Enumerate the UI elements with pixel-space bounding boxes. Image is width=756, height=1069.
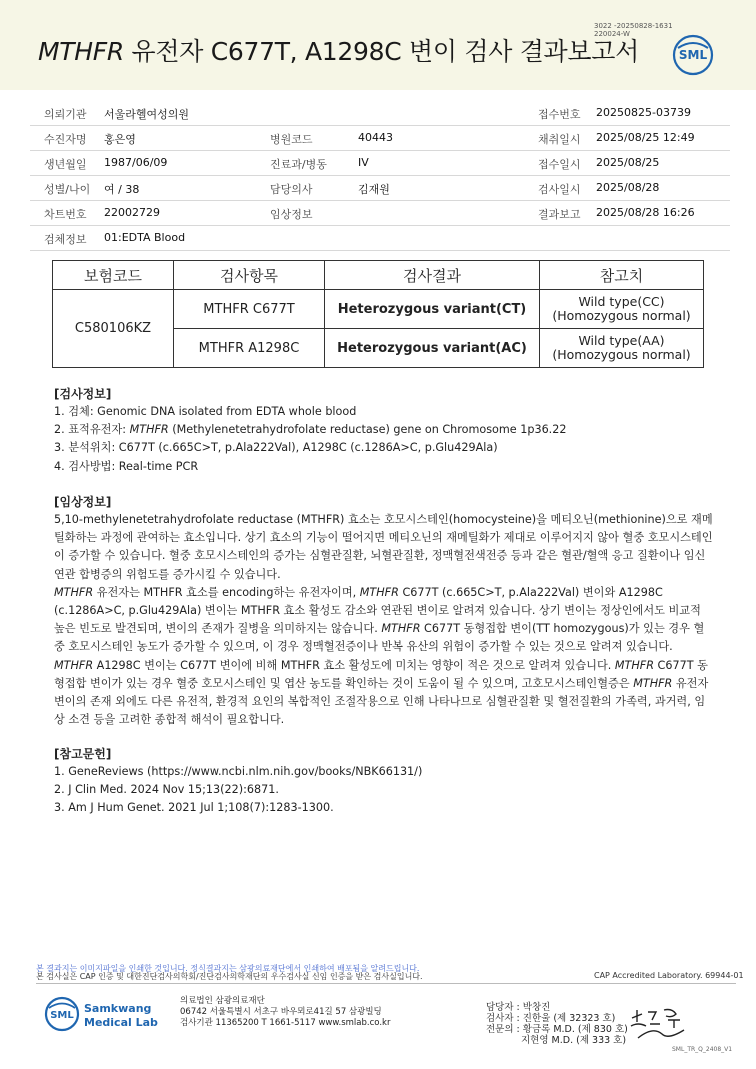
title-rest: 유전자 C677T, A1298C 변이 검사 결과보고서 (123, 37, 639, 66)
reference-line: Wild type(CC) (578, 294, 665, 309)
header-test-item: 검사항목 (174, 261, 325, 290)
logo-text: SML (678, 48, 708, 62)
field-label: 검체정보 (44, 233, 87, 246)
reference-item: 2. J Clin Med. 2024 Nov 15;13(22):6871. (54, 783, 279, 797)
report-header (0, 0, 756, 90)
logo-name-1: Samkwang (84, 1002, 152, 1015)
field-label: 진료과/병동 (270, 158, 327, 171)
text-part: C677T 동형접합 변이가 있는 경우 혈중 호모시스테인 및 엽산 농도를 확인하는 것이 도움이 될 수 있으며, 고호모시스테인혈증은 (54, 658, 708, 690)
org-line: 의료법인 삼광의료재단 (180, 996, 265, 1006)
doc-code-line-1: 3022 -20250828-1631 (594, 22, 673, 30)
accreditation-notice: 본 검사실은 CAP 인증 및 대한진단검사의학회/진단검사의학재단의 우수검사실 신임 인증을 받은 검사실입니다. (36, 972, 423, 981)
text-part: (Methylenetetrahydrofolate reductase) gene on Chromosome 1p36.22 (168, 423, 567, 437)
staff-info (486, 1002, 628, 1046)
patient-row (30, 225, 730, 251)
cap-accreditation: CAP Accredited Laboratory. 69944-01 (594, 971, 744, 980)
field-label: 접수일시 (538, 158, 581, 171)
doc-code-line-2: 220024-W (594, 30, 630, 38)
report-title (38, 32, 639, 68)
samkwang-logo-icon (44, 996, 164, 1032)
field-label: 채취일시 (538, 133, 581, 146)
text-part: 2. 표적유전자: (54, 423, 130, 437)
result-header-row (53, 261, 704, 290)
text-part: C677T (c.665C>T, p.Ala222Val) 변이와 A1298C (c.1286A>C, p.Glu429Ala) 변이는 MTHFR 효소 활성도 감소와 연관된 변이로 알려져 있습니다. 상기 변이는 정상인에서도 비교적 높은 빈도로 발견되며, 변이의 존재가 질병을 의미하지는 않습니다. (54, 585, 701, 636)
field-label: 병원코드 (270, 133, 313, 146)
test-result: Heterozygous variant(AC) (325, 329, 540, 368)
gene-italic: MTHFR (359, 585, 399, 599)
text-part: C677T 동형접합 변이(TT homozygous)가 있는 경우 혈중 호모시스테인 농도가 증가할 수 있으며, 이 경우 정맥혈전증이나 반복 유산의 위험이 증가할 수 있는 것으로 알려져 있습니다. (54, 622, 705, 654)
test-item: MTHFR C677T (174, 290, 325, 329)
field-value: 2025/08/25 (596, 156, 660, 169)
reference-value (540, 290, 704, 329)
result-table (52, 260, 704, 368)
field-label: 결과보고 (538, 208, 581, 221)
field-label: 검사일시 (538, 183, 581, 196)
field-value: 2025/08/28 16:26 (596, 206, 695, 219)
staff-line: 검사자 : 진한울 (제 32323 호) (486, 1013, 616, 1024)
reference-item: 1. GeneReviews (https://www.ncbi.nlm.nih.gov/books/NBK66131/) (54, 765, 423, 778)
test-info-line: 3. 분석위치: C677T (c.665C>T, p.Ala222Val), A1298C (c.1286A>C, p.Glu429Ala) (54, 441, 498, 455)
test-result: Heterozygous variant(CT) (325, 290, 540, 329)
field-value: IV (358, 156, 369, 169)
references-section (54, 745, 714, 818)
field-value: 2025/08/25 12:49 (596, 131, 695, 144)
clinical-info-section (54, 493, 714, 729)
field-label: 차트번호 (44, 208, 87, 221)
reference-item: 3. Am J Hum Genet. 2021 Jul 1;108(7):1283-1300. (54, 801, 334, 815)
field-value: 20250825-03739 (596, 106, 691, 119)
field-label: 수진자명 (44, 133, 87, 146)
gene-italic: MTHFR (54, 658, 94, 672)
reference-line: Wild type(AA) (578, 333, 665, 348)
section-heading: [검사정보] (54, 387, 112, 401)
field-label: 임상정보 (270, 208, 313, 221)
test-info-section (54, 385, 714, 476)
field-label: 의뢰기관 (44, 108, 87, 121)
reference-value (540, 329, 704, 368)
header-insurance-code: 보험코드 (53, 261, 174, 290)
org-line: 검사기관 11365200 T 1661-5117 www.smlab.co.kr (180, 1018, 391, 1028)
clinical-paragraph (54, 584, 714, 730)
field-value: 홍은영 (104, 133, 136, 146)
staff-line: 담당자 : 박창진 (486, 1002, 551, 1013)
field-value: 김재원 (358, 183, 390, 196)
field-label: 담당의사 (270, 183, 313, 196)
gene-italic: MTHFR (633, 676, 673, 690)
insurance-code: C580106KZ (53, 290, 174, 368)
reference-line: (Homozygous normal) (552, 308, 691, 323)
field-value: 01:EDTA Blood (104, 231, 186, 244)
patient-row (30, 100, 730, 126)
gene-italic: MTHFR (614, 658, 654, 672)
organization-info (180, 996, 390, 1029)
test-info-line: 1. 검체: Genomic DNA isolated from EDTA whole blood (54, 405, 357, 418)
test-item: MTHFR A1298C (174, 329, 325, 368)
header-reference: 참고치 (540, 261, 704, 290)
form-code: SML_TR_Q_2408_V1 (672, 1046, 733, 1053)
staff-line: 전문의 : 황금록 M.D. (제 830 호) (486, 1024, 628, 1035)
document-code (594, 22, 673, 38)
patient-row (30, 150, 730, 176)
footer-divider (36, 983, 736, 984)
gene-italic: MTHFR (381, 622, 421, 636)
field-value: 40443 (358, 131, 393, 144)
field-value: 여 / 38 (104, 183, 140, 196)
field-value: 1987/06/09 (104, 156, 168, 169)
text-part: 유전자는 MTHFR 효소를 encoding하는 유전자이며, (93, 585, 360, 599)
patient-row (30, 200, 730, 226)
signature-icon (628, 1004, 690, 1044)
staff-line: 지현영 M.D. (제 333 호) (521, 1035, 627, 1046)
image-print-notice: 본 결과지는 이미지파일을 인쇄한 것입니다. 정식결과지는 삼광의료재단에서 인쇄하여 배포됨을 알려드립니다. (36, 964, 420, 973)
section-heading: [임상정보] (54, 495, 112, 509)
patient-row (30, 175, 730, 201)
gene-italic: MTHFR (54, 585, 94, 599)
logo-big-text: SML (50, 1010, 74, 1021)
field-label: 성별/나이 (44, 183, 91, 196)
test-info-line: 4. 검사방법: Real-time PCR (54, 459, 199, 473)
gene-italic: MTHFR (129, 423, 169, 437)
field-value: 22002729 (104, 206, 160, 219)
field-value: 2025/08/28 (596, 181, 660, 194)
sml-logo-icon (672, 34, 714, 76)
text-part: A1298C 변이는 C677T 변이에 비해 MTHFR 효소 활성도에 미치는 영향이 적은 것으로 알려져 있습니다. (93, 658, 615, 672)
field-value: 서울라헬여성의원 (104, 108, 190, 121)
patient-row (30, 125, 730, 151)
clinical-paragraph: 5,10-methylenetetrahydrofolate reductase (MTHFR) 효소는 호모시스테인(homocysteine)을 메티오닌(methionine)으로 재메틸화하는 과정에 관여하는 효소입니다. 상기 효소의 기능이 떨어지면 메티오닌의 재메틸화가 제대로 이루어지지 않아 혈중 호모시스테인이 증가할 수 있습니다. 혈중 호모시스테인의 증가는 심혈관질환, 뇌혈관질환, 정맥혈전색전증 등과 같은 혈관/혈액 응고 질환이나 임신 연관 합병증의 위험도를 증가시킬 수 있습니다. (54, 513, 713, 581)
header-test-result: 검사결과 (325, 261, 540, 290)
logo-name-2: Medical Lab (84, 1016, 158, 1029)
table-row (53, 290, 704, 329)
field-label: 접수번호 (538, 108, 581, 121)
section-heading: [참고문헌] (54, 747, 112, 761)
org-line: 06742 서울특별시 서초구 바우뫼로41길 57 삼광빌딩 (180, 1007, 382, 1017)
field-label: 생년월일 (44, 158, 87, 171)
test-info-line (54, 421, 714, 439)
text-part: 유전자 변이의 존재 외에도 다른 유전적, 환경적 요인의 복합적인 조절작용으로 인해 나타나므로 심혈관질환 및 혈전질환의 가족력, 과거력, 임상 소견 등을 고려한 종합적 해석이 필요합니다. (54, 676, 709, 727)
title-gene: MTHFR (38, 37, 124, 66)
reference-line: (Homozygous normal) (552, 347, 691, 362)
